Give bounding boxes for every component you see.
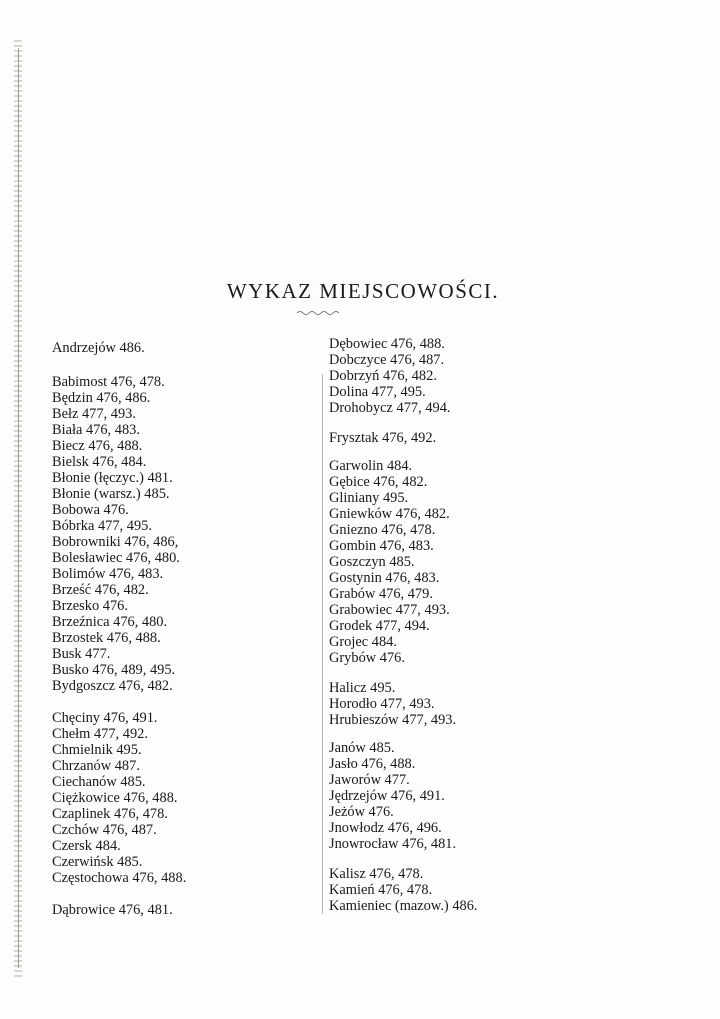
index-entry: Bielsk 476, 484. (52, 454, 147, 470)
index-entry: Ciechanów 485. (52, 774, 146, 790)
index-entry: Grabowiec 477, 493. (329, 602, 450, 618)
index-entry: Gniezno 476, 478. (329, 522, 436, 538)
index-entry: Czaplinek 476, 478. (52, 806, 168, 822)
index-entry: Chrzanów 487. (52, 758, 140, 774)
index-entry: Jaworów 477. (329, 772, 410, 788)
index-entry: Garwolin 484. (329, 458, 413, 474)
index-entry: Kamieniec (mazow.) 486. (329, 898, 478, 914)
index-entry: Bolesławiec 476, 480. (52, 550, 180, 566)
index-entry: Błonie (łęczyc.) 481. (52, 470, 173, 486)
index-entry: Bobowa 476. (52, 502, 129, 518)
title-ornament (296, 309, 340, 317)
index-entry: Halicz 495. (329, 680, 396, 696)
index-entry: Bydgoszcz 476, 482. (52, 678, 173, 694)
index-entry: Frysztak 476, 492. (329, 430, 437, 446)
index-entry: Częstochowa 476, 488. (52, 870, 187, 886)
index-entry: Dobrzyń 476, 482. (329, 368, 437, 384)
index-entry: Czersk 484. (52, 838, 121, 854)
page-title: WYKAZ MIEJSCOWOŚCI. (226, 279, 500, 303)
index-entry: Dąbrowice 476, 481. (52, 902, 173, 918)
index-entry: Będzin 476, 486. (52, 390, 151, 406)
index-entry: Błonie (warsz.) 485. (52, 486, 170, 502)
index-entry: Jeżów 476. (329, 804, 394, 820)
index-entry: Dolina 477, 495. (329, 384, 426, 400)
index-entry: Jędrzejów 476, 491. (329, 788, 445, 804)
index-entry: Jnowrocław 476, 481. (329, 836, 457, 852)
index-entry: Gliniany 495. (329, 490, 409, 506)
index-entry: Chełm 477, 492. (52, 726, 148, 742)
index-entry: Brześć 476, 482. (52, 582, 149, 598)
index-entry: Horodło 477, 493. (329, 696, 435, 712)
page-gutter-line (18, 48, 19, 968)
index-entry: Brzesko 476. (52, 598, 128, 614)
index-entry: Dębowiec 476, 488. (329, 336, 445, 352)
index-entry: Biała 476, 483. (52, 422, 140, 438)
index-entry: Bolimów 476, 483. (52, 566, 164, 582)
index-entry: Czerwińsk 485. (52, 854, 143, 870)
index-entry: Busk 477. (52, 646, 111, 662)
index-entry: Gombin 476, 483. (329, 538, 434, 554)
index-entry: Bełz 477, 493. (52, 406, 136, 422)
index-entry: Kalisz 476, 478. (329, 866, 424, 882)
index-entry: Drohobycz 477, 494. (329, 400, 451, 416)
index-entry: Grabów 476, 479. (329, 586, 433, 602)
index-entry: Chmielnik 495. (52, 742, 142, 758)
index-entry: Gniewków 476, 482. (329, 506, 450, 522)
index-entry: Chęciny 476, 491. (52, 710, 158, 726)
index-entry: Babimost 476, 478. (52, 374, 165, 390)
index-entry: Kamień 476, 478. (329, 882, 433, 898)
index-entry: Biecz 476, 488. (52, 438, 143, 454)
index-entry: Grodek 477, 494. (329, 618, 430, 634)
index-entry: Brzeźnica 476, 480. (52, 614, 168, 630)
index-entry: Ciężkowice 476, 488. (52, 790, 178, 806)
index-entry: Busko 476, 489, 495. (52, 662, 176, 678)
index-entry: Gostynin 476, 483. (329, 570, 440, 586)
index-entry: Grybów 476. (329, 650, 405, 666)
index-entry: Czchów 476, 487. (52, 822, 157, 838)
index-entry: Gębice 476, 482. (329, 474, 428, 490)
index-entry: Jasło 476, 488. (329, 756, 416, 772)
index-entry: Dobczyce 476, 487. (329, 352, 445, 368)
index-entry: Janów 485. (329, 740, 395, 756)
index-entry: Bobrowniki 476, 486, (52, 534, 179, 550)
index-entry: Hrubieszów 477, 493. (329, 712, 457, 728)
index-entry: Goszczyn 485. (329, 554, 415, 570)
index-entry: Bóbrka 477, 495. (52, 518, 152, 534)
index-entry: Jnowłodz 476, 496. (329, 820, 442, 836)
column-divider (322, 374, 323, 914)
index-entry: Brzostek 476, 488. (52, 630, 161, 646)
index-entry: Andrzejów 486. (52, 340, 145, 356)
index-entry: Grojec 484. (329, 634, 397, 650)
